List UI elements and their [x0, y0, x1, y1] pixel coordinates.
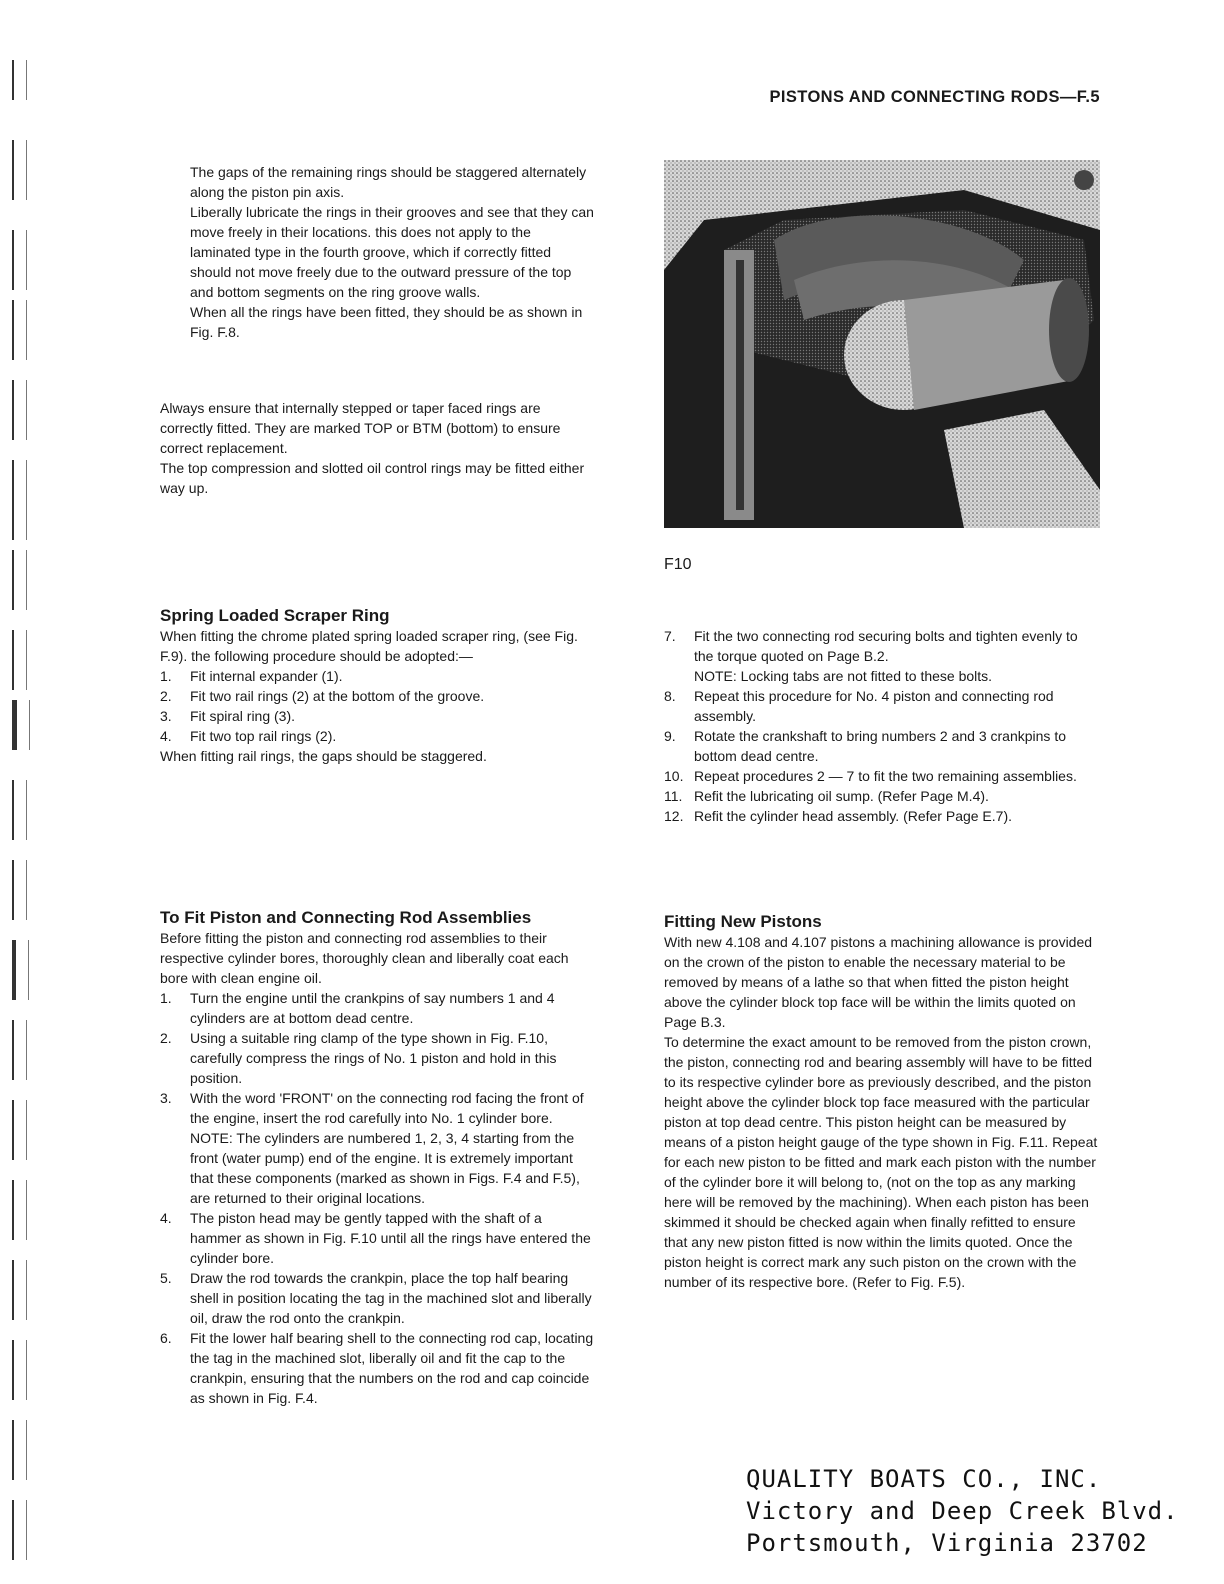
step-text: Rotate the crankshaft to bring numbers 2 and 3 crankpins to bottom dead centre. — [694, 728, 1066, 764]
stamp-line: Victory and Deep Creek Blvd. — [746, 1497, 1179, 1525]
ring-orientation-notes — [160, 398, 594, 498]
step-number: 8. — [664, 688, 676, 704]
paragraph: Liberally lubricate the rings in their grooves and see that they can move freely in their locations. this does not apply to the laminated type in the fourth groove, which if correctly fitted should not move freely due to the outward pressure of the top and bottom segments on the ring groove walls. — [190, 204, 594, 300]
section-heading: To Fit Piston and Connecting Rod Assemblies — [160, 908, 532, 927]
list-item — [664, 766, 1098, 786]
paragraph: To determine the exact amount to be removed from the piston crown, the piston, connecting rod and bearing assembly will have to be fitted to its respective cylinder bore as previously described, and the piston height above the cylinder block top face measured with the particular piston at top dead centre. This piston height can be measured by means of a piston height gauge of the type shown in Fig. F.11. Repeat for each new piston to be fitted and mark each piston with the number of the cylinder bore it will belong to, (not on the top as any marking here will be removed by the machining). When each piston has been skimmed it should be checked again when finally refitted to ensure that any new piston fitted is now within the limits quoted. Once the piston height is correct mark any such piston on the crown with the number of its respective bore. (Refer to Fig. F.5). — [664, 1034, 1098, 1290]
step-number: 7. — [664, 628, 676, 644]
step-number: 4. — [160, 1210, 172, 1226]
step-text: Repeat this procedure for No. 4 piston and connecting rod assembly. — [694, 688, 1054, 724]
step-text: Fit internal expander (1). — [190, 668, 343, 684]
step-text: Fit two top rail rings (2). — [190, 728, 337, 744]
figure-label: F10 — [664, 556, 692, 573]
step-note: NOTE: The cylinders are numbered 1, 2, 3, 4 starting from the front (water pump) end of the engine. It is extremely important that these components (marked as shown in Figs. F.4 and F.5), are returned to their original locations. — [190, 1130, 580, 1206]
list-item — [664, 626, 1098, 686]
paragraph: When fitting rail rings, the gaps should be staggered. — [160, 748, 487, 764]
paragraph: When fitting the chrome plated spring loaded scraper ring, (see Fig. F.9). the following procedure should be adopted:— — [160, 628, 578, 664]
step-number: 6. — [160, 1330, 172, 1346]
fit-piston-section — [160, 908, 594, 1408]
list-item — [664, 686, 1098, 726]
stamp-line: Portsmouth, Virginia 23702 — [746, 1529, 1148, 1557]
list-item — [160, 1268, 594, 1328]
step-number: 2. — [160, 1030, 172, 1046]
list-item — [664, 786, 1098, 806]
piston-ring-clamp-photo-icon — [664, 160, 1100, 528]
paragraph: When all the rings have been fitted, they should be as shown in Fig. F.8. — [190, 304, 583, 340]
step-text: Repeat procedures 2 — 7 to fit the two remaining assemblies. — [694, 768, 1077, 784]
list-item — [160, 666, 594, 686]
binding-edge-marks — [8, 40, 32, 1570]
step-number: 3. — [160, 708, 172, 724]
step-text: Refit the cylinder head assembly. (Refer Page E.7). — [694, 808, 1013, 824]
list-item — [160, 726, 594, 746]
step-text: Turn the engine until the crankpins of say numbers 1 and 4 cylinders are at bottom dead centre. — [190, 990, 555, 1026]
step-number: 4. — [160, 728, 172, 744]
ring-fitting-notes — [190, 162, 594, 342]
step-text: With the word 'FRONT' on the connecting rod facing the front of the engine, insert the rod carefully into No. 1 cylinder bore. — [190, 1090, 584, 1126]
spring-loaded-section — [160, 606, 594, 766]
list-item — [160, 1088, 594, 1208]
figure-photo — [664, 160, 1100, 528]
step-number: 10. — [664, 768, 684, 784]
step-note: NOTE: Locking tabs are not fitted to these bolts. — [694, 668, 993, 684]
list-item — [160, 988, 594, 1028]
step-number: 5. — [160, 1270, 172, 1286]
step-number: 2. — [160, 688, 172, 704]
step-text: The piston head may be gently tapped with the shaft of a hammer as shown in Fig. F.10 until all the rings have entered the cylinder bore. — [190, 1210, 591, 1266]
step-number: 1. — [160, 990, 172, 1006]
stamp-line: QUALITY BOATS CO., INC. — [746, 1465, 1102, 1493]
list-item — [160, 1208, 594, 1268]
list-item — [160, 686, 594, 706]
paragraph: The top compression and slotted oil control rings may be fitted either way up. — [160, 460, 585, 496]
step-text: Fit two rail rings (2) at the bottom of the groove. — [190, 688, 485, 704]
step-text: Refit the lubricating oil sump. (Refer Page M.4). — [694, 788, 989, 804]
list-item — [664, 806, 1098, 826]
paragraph: Always ensure that internally stepped or taper faced rings are correctly fitted. They are marked TOP or BTM (bottom) to ensure correct replacement. — [160, 400, 561, 456]
list-item — [160, 1328, 594, 1408]
step-number: 11. — [664, 788, 683, 804]
step-text: Using a suitable ring clamp of the type shown in Fig. F.10, carefully compress the rings of No. 1 piston and hold in this position. — [190, 1030, 557, 1086]
section-heading: Spring Loaded Scraper Ring — [160, 606, 390, 625]
step-number: 3. — [160, 1090, 172, 1106]
paragraph: With new 4.108 and 4.107 pistons a machining allowance is provided on the crown of the piston to enable the necessary material to be removed by means of a lathe so that when fitted the piston height above the cylinder block top face will be within the limits quoted on Page B.3. — [664, 934, 1093, 1030]
step-number: 1. — [160, 668, 172, 684]
step-text: Fit the two connecting rod securing bolts and tighten evenly to the torque quoted on Page B.2. — [694, 628, 1078, 664]
fitting-steps-continued — [664, 626, 1098, 826]
list-item — [160, 1028, 594, 1088]
step-text: Fit the lower half bearing shell to the connecting rod cap, locating the tag in the machined slot, liberally oil and fit the cap to the crankpin, ensuring that the numbers on the rod and cap coincide as shown in Fig. F.4. — [190, 1330, 594, 1406]
paragraph: The gaps of the remaining rings should be staggered alternately along the piston pin axis. — [190, 164, 587, 200]
section-heading: Fitting New Pistons — [664, 912, 822, 931]
dealer-stamp — [746, 1463, 1179, 1559]
list-item — [160, 706, 594, 726]
step-text: Fit spiral ring (3). — [190, 708, 296, 724]
step-number: 12. — [664, 808, 684, 824]
new-pistons-section — [664, 912, 1098, 1292]
step-text: Draw the rod towards the crankpin, place the top half bearing shell in position locating the tag in the machined slot and liberally oil, draw the rod onto the crankpin. — [190, 1270, 592, 1326]
step-number: 9. — [664, 728, 676, 744]
list-item — [664, 726, 1098, 766]
page-header: PISTONS AND CONNECTING RODS—F.5 — [769, 88, 1100, 106]
paragraph: Before fitting the piston and connecting rod assemblies to their respective cylinder bores, thoroughly clean and liberally coat each bore with clean engine oil. — [160, 930, 569, 986]
